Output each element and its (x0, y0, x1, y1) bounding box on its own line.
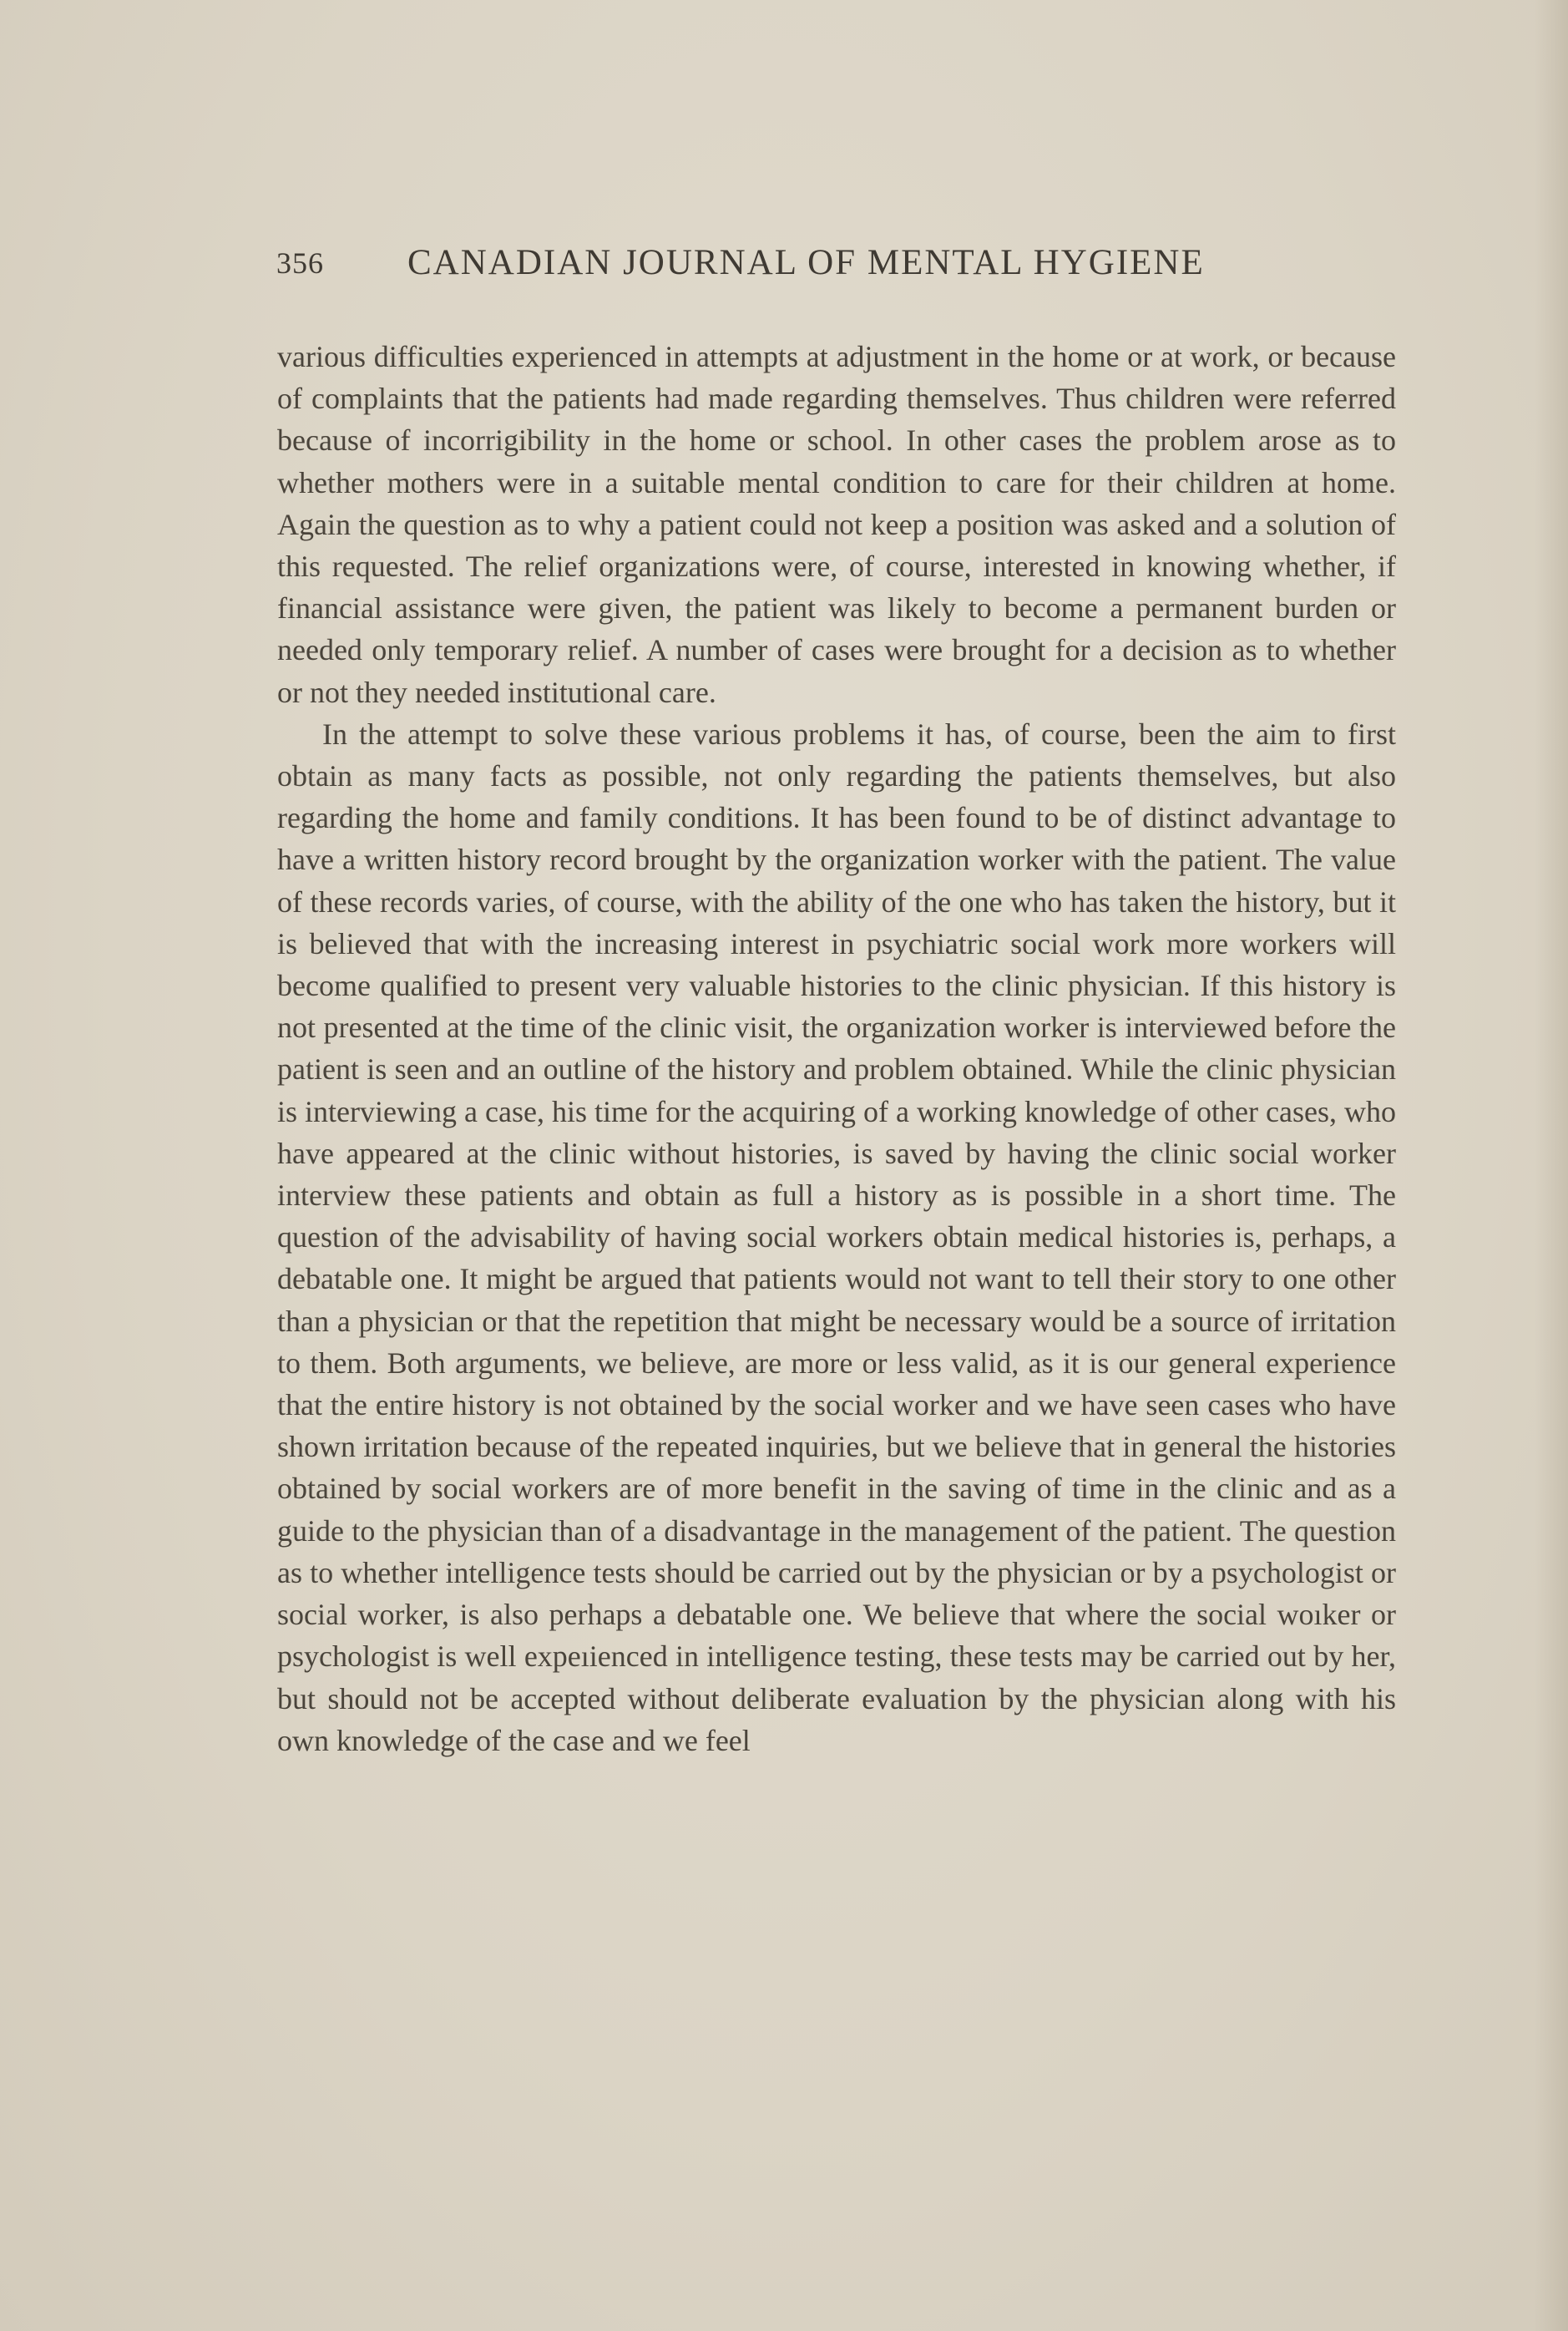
page-header (276, 242, 1353, 301)
body-text (277, 336, 1396, 1761)
paragraph-continued: various difficulties experienced in attempts at adjustment in the home or at work, or because of complaints that the patients had made regarding themselves. Thus children were referred because of incorrigibility in the home or school. In other cases the problem arose as to whether mothers were in a suitable mental condition to care for their children at home. Again the question as to why a patient could not keep a position was asked and a solution of this requested. The relief organizations were, of course, interested in knowing whether, if financial assistance were given, the patient was likely to become a permanent burden or needed only temporary relief. A number of cases were brought for a decision as to whether or not they needed institutional care. (277, 340, 1396, 709)
running-head: CANADIAN JOURNAL OF MENTAL HYGIENE (407, 243, 1205, 282)
paragraph: In the attempt to solve these various problems it has, of course, been the aim to first obtain as many facts as possible, not only regarding the patients themselves, but also regarding the home and family conditions. It has been found to be of distinct advantage to have a written history record brought by the organization worker with the patient. The value of these records varies, of course, with the ability of the one who has taken the history, but it is believed that with the increasing interest in psychiatric social work more workers will become qualified to present very valuable histories to the clinic physician. If this history is not presented at the time of the clinic visit, the organization worker is interviewed before the patient is seen and an outline of the history and problem obtained. While the clinic physician is interviewing a case, his time for the acquiring of a working knowledge of other cases, who have appeared at the clinic without histories, is saved by having the clinic social worker interview these patients and obtain as full a history as is possible in a short time. The question of the advisability of having social workers obtain medical histories is, perhaps, a debatable one. It might be argued that patients would not want to tell their story to one other than a physician or that the repetition that might be necessary would be a source of irritation to them. Both arguments, we believe, are more or less valid, as it is our general experience that the entire history is not obtained by the social worker and we have seen cases who have shown irritation because of the repeated inquiries, but we believe that in general the histories obtained by social workers are of more benefit in the saving of time in the clinic and as a guide to the physician than of a disadvantage in the management of the patient. The question as to whether intelligence tests should be carried out by the physician or by a psychologist or social worker, is also perhaps a debatable one. We believe that where the social woıker or psychologist is well expeıienced in intelligence testing, these tests may be carried out by her, but should not be accepted without deliberate evaluation by the physician along with his own knowledge of the case and we feel (277, 717, 1396, 1757)
page-number: 356 (276, 246, 324, 280)
page-edge-shadow (1535, 0, 1568, 2331)
